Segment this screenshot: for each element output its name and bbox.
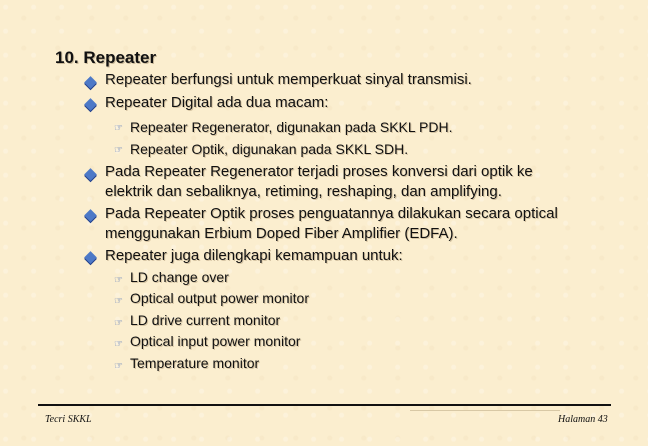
- bullet-text-2: Repeater Digital ada dua macam:: [105, 94, 329, 111]
- sub-text-5: LD drive current monitor: [130, 312, 281, 328]
- sub-item-6: [130, 332, 430, 350]
- bullet-item-3: [105, 162, 575, 202]
- bullet-text-1: Repeater berfungsi untuk memperkuat sinyal transmisi.: [105, 71, 472, 88]
- bullet-icon: [84, 251, 97, 264]
- sub-text-7: Temperature monitor: [130, 355, 260, 371]
- bullet-item-1: [105, 70, 575, 90]
- pointer-icon: ☞: [114, 361, 123, 372]
- slide-title: 10. Repeater: [55, 48, 157, 67]
- sub-text-2: Repeater Optik, digunakan pada SKKL SDH.: [130, 141, 409, 157]
- bullet-text-5: Repeater juga dilengkapi kemampuan untuk:: [105, 247, 403, 264]
- bullet-icon: [84, 168, 97, 181]
- sub-text-4: Optical output power monitor: [130, 290, 309, 306]
- sub-item-1: [130, 118, 550, 136]
- footer-faint-line: [410, 410, 560, 411]
- bullet-icon: [84, 209, 97, 222]
- footer-page-number: Halaman 43: [558, 414, 608, 425]
- bullet-text-3: Pada Repeater Regenerator terjadi proses konversi dari optik ke elektrik dan sebaliknya, retiming, reshaping, dan amplifying.: [105, 163, 533, 200]
- pointer-icon: ☞: [114, 123, 123, 134]
- sub-item-5: [130, 311, 430, 329]
- bullet-text-4: Pada Repeater Optik proses penguatannya dilakukan secara optical menggunakan Erbium Doped Fiber Amplifier (EDFA).: [105, 205, 558, 242]
- bullet-item-4: [105, 204, 600, 244]
- sub-text-6: Optical input power monitor: [130, 333, 301, 349]
- bullet-item-5: [105, 246, 575, 266]
- sub-text-1: Repeater Regenerator, digunakan pada SKKL PDH.: [130, 119, 453, 135]
- sub-item-2: [130, 140, 550, 158]
- pointer-icon: ☞: [114, 318, 123, 329]
- bullet-item-2: [105, 93, 575, 113]
- pointer-icon: ☞: [114, 296, 123, 307]
- bullet-icon: [84, 76, 97, 89]
- sub-text-3: LD change over: [130, 269, 229, 285]
- sub-item-4: [130, 289, 430, 307]
- sub-item-7: [130, 354, 430, 372]
- footer-divider: [38, 404, 611, 406]
- footer-left-text: Tecri SKKL: [45, 414, 92, 425]
- sub-item-3: [130, 268, 430, 286]
- pointer-icon: ☞: [114, 145, 123, 156]
- pointer-icon: ☞: [114, 339, 123, 350]
- pointer-icon: ☞: [114, 275, 123, 286]
- bullet-icon: [84, 98, 97, 111]
